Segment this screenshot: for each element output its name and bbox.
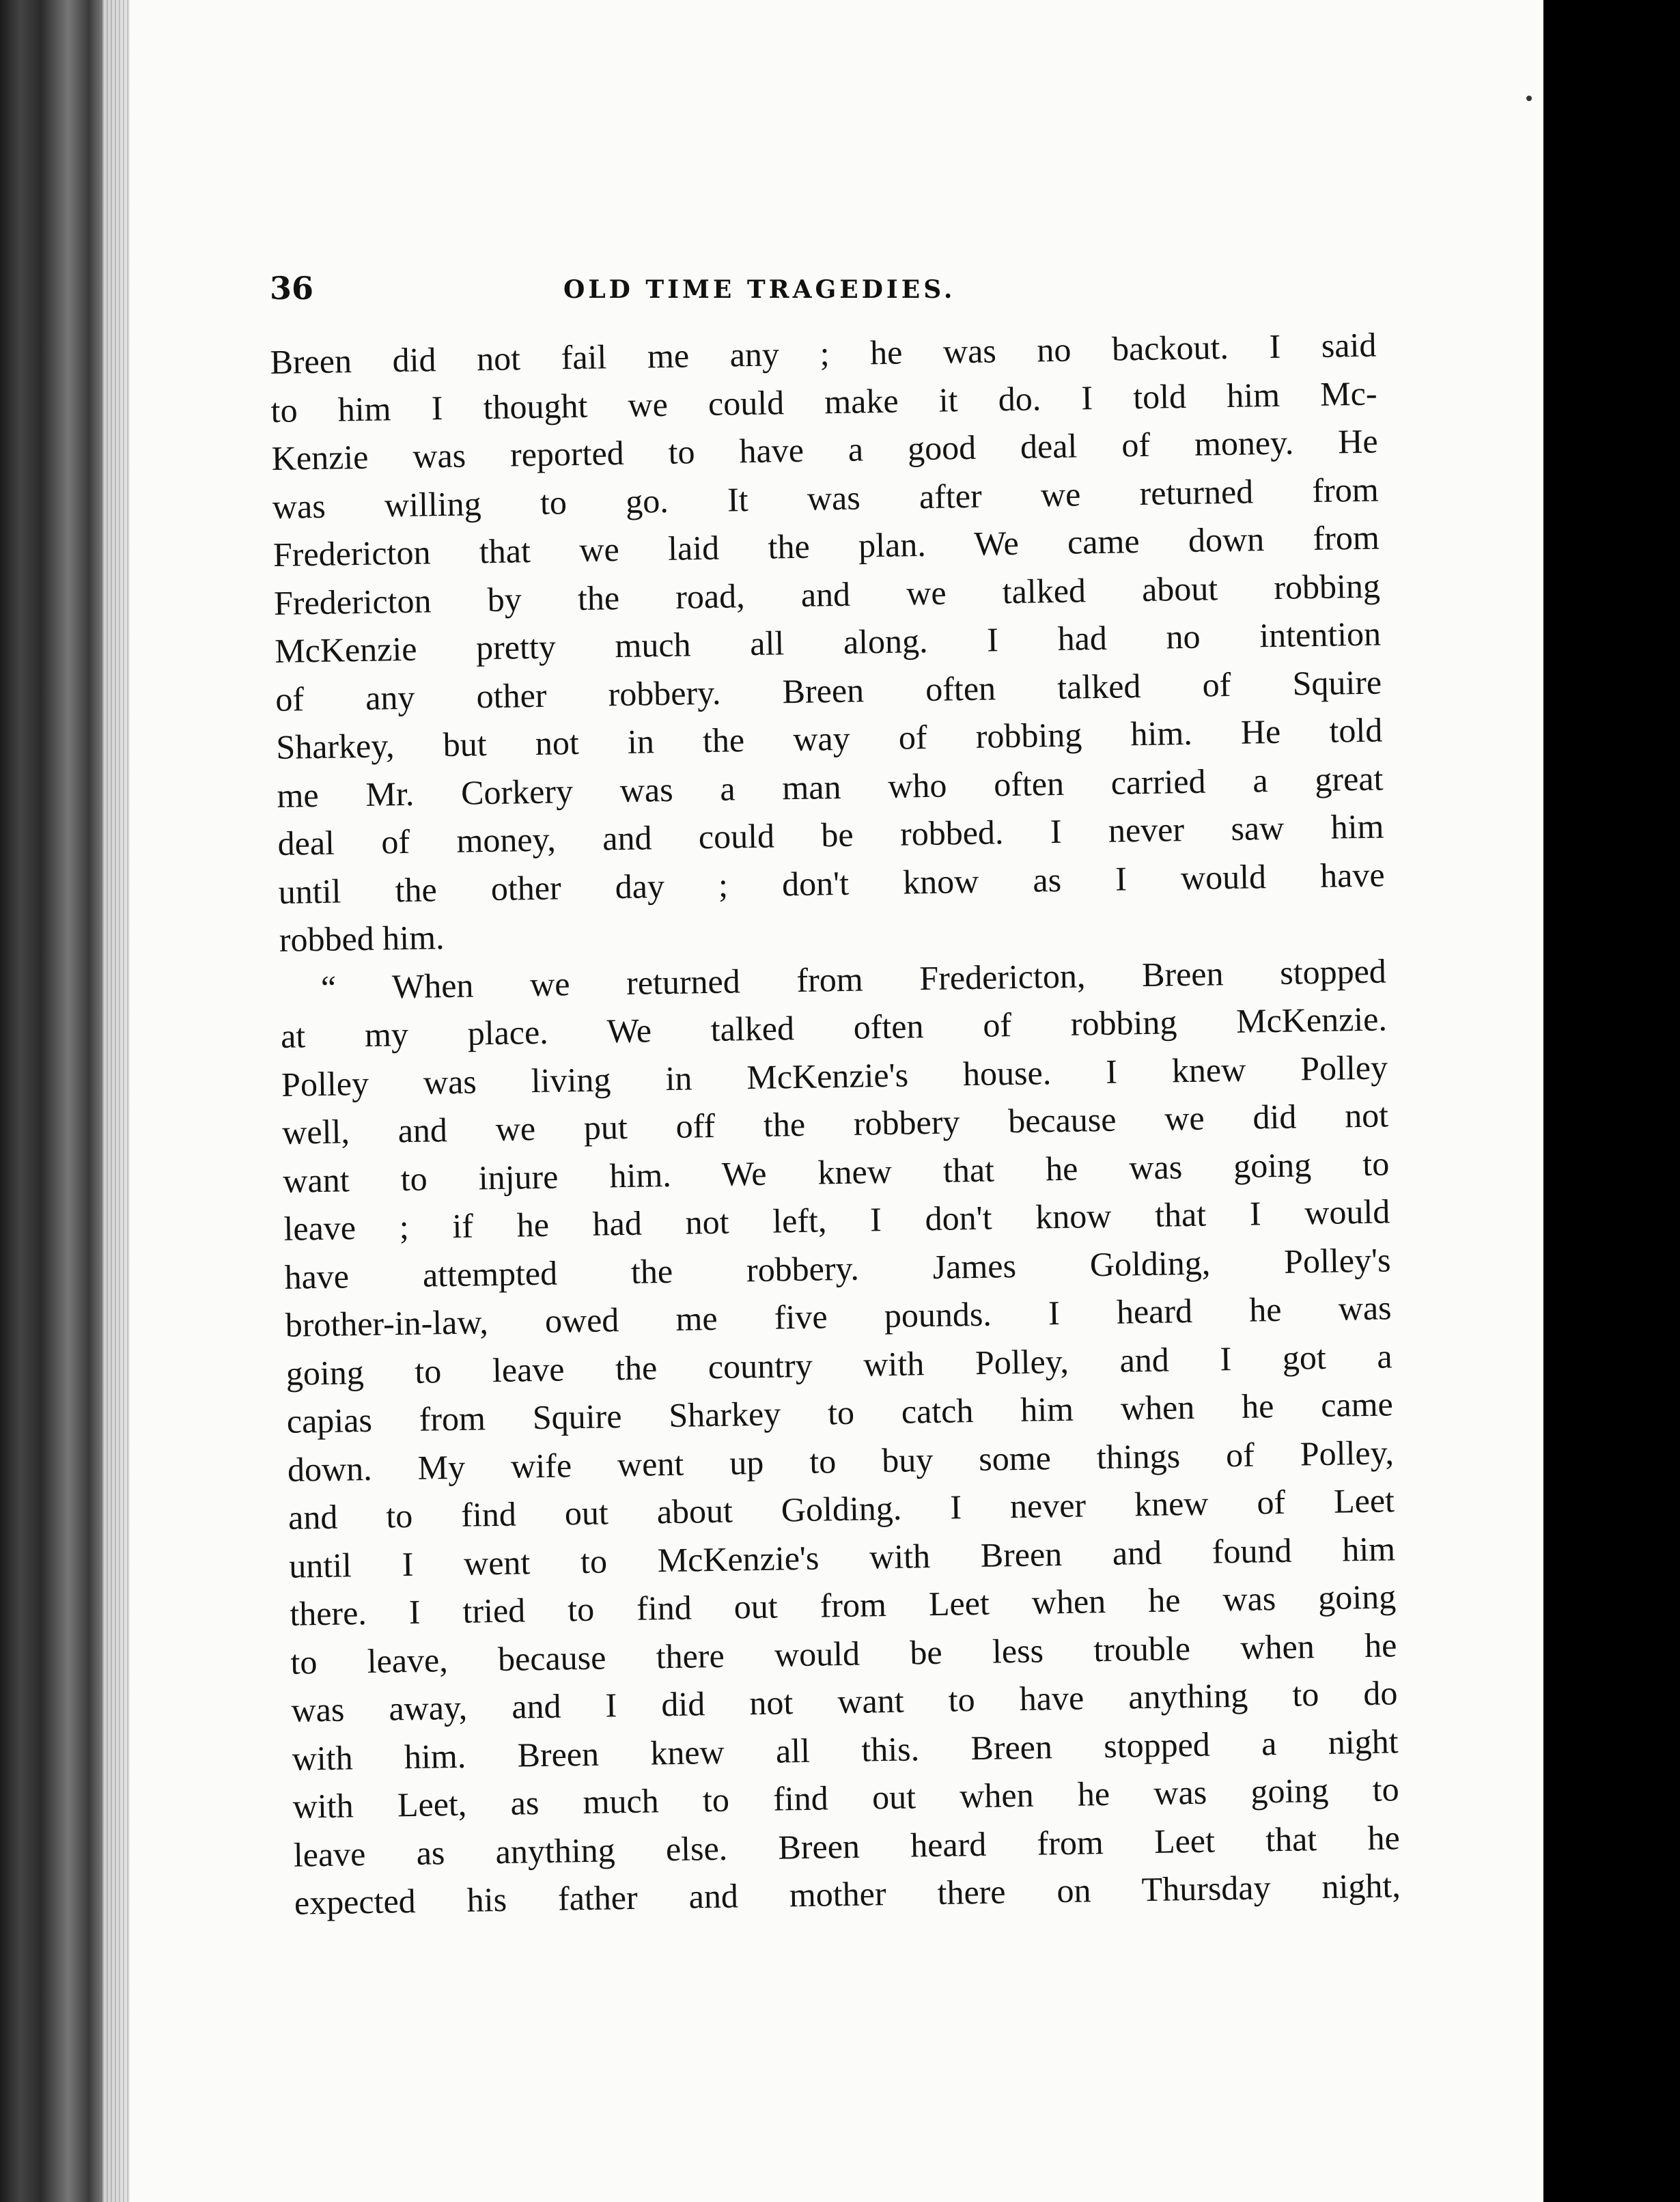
paragraph-1 (270, 321, 1386, 964)
text-line: Fredericton by the road, and we talked about robbing (273, 566, 1381, 622)
text-line: with Leet, as much to find out when he was going to (292, 1770, 1400, 1826)
text-line: leave as anything else. Breen heard from Leet that he (293, 1817, 1401, 1874)
text-line: there. I tried to find out from Leet when he was going (289, 1577, 1397, 1633)
text-line: McKenzie pretty much all along. I had no intention (274, 614, 1382, 670)
text-line: to leave, because there would be less trouble when he (290, 1625, 1397, 1682)
text-line: Sharkey, but not in the way of robbing him. He told (275, 710, 1383, 766)
text-line: until I went to McKenzie's with Breen and found him (288, 1529, 1396, 1585)
scan-border (1543, 0, 1680, 2202)
text-line: at my place. We talked often of robbing McKenzie. (280, 999, 1388, 1055)
text-line: was away, and I did not want to have anything to do (291, 1673, 1398, 1729)
text-line: have attempted the robbery. James Golding, Polley's (284, 1240, 1391, 1296)
text-line: to him I thought we could make it do. I told him Mc- (270, 374, 1377, 430)
text-line: was willing to go. It was after we returned from (272, 470, 1380, 526)
running-head (270, 270, 1376, 324)
running-head-title: OLD TIME TRAGEDIES. (563, 275, 956, 304)
page-edges (102, 0, 130, 2202)
text-line: deal of money, and could be robbed. I never saw him (277, 807, 1384, 863)
text-line: of any other robbery. Breen often talked of Squire (275, 662, 1382, 719)
page-number: 36 (270, 270, 314, 307)
text-line: leave ; if he had not left, I don't know that I would (283, 1192, 1390, 1248)
text-line: Fredericton that we laid the plan. We came down from (272, 518, 1380, 574)
text-line: with him. Breen knew all this. Breen stopped a night (292, 1721, 1399, 1778)
ink-speck (1526, 96, 1532, 101)
text-line: and to find out about Golding. I never knew of Leet (288, 1481, 1395, 1537)
paragraph-2 (279, 947, 1401, 1927)
text-line: well, and we put off the robbery because we did not (281, 1096, 1389, 1152)
body-text (270, 321, 1401, 1927)
text-line: Kenzie was reported to have a good deal of money. He (271, 421, 1379, 477)
text-line: “ When we returned from Fredericton, Breen stopped (320, 951, 1387, 1007)
text-line: until the other day ; don't know as I would have (278, 854, 1385, 911)
text-line: me Mr. Corkery was a man who often carried a great (277, 758, 1384, 815)
text-line: brother-in-law, owed me five pounds. I heard he was (285, 1288, 1392, 1344)
text-line: robbed him. (279, 918, 445, 959)
text-line: going to leave the country with Polley, and I got a (285, 1336, 1393, 1393)
text-line: expected his father and mother there on Thursday night, (294, 1866, 1401, 1922)
text-line: capias from Squire Sharkey to catch him when he came (286, 1384, 1394, 1440)
text-line: down. My wife went up to buy some things of Polley, (287, 1432, 1395, 1489)
text-line: want to injure him. We knew that he was going to (282, 1143, 1390, 1200)
text-line: Polley was living in McKenzie's house. I knew Polley (281, 1047, 1388, 1104)
text-line: Breen did not fail me any ; he was no backout. I said (270, 325, 1377, 381)
